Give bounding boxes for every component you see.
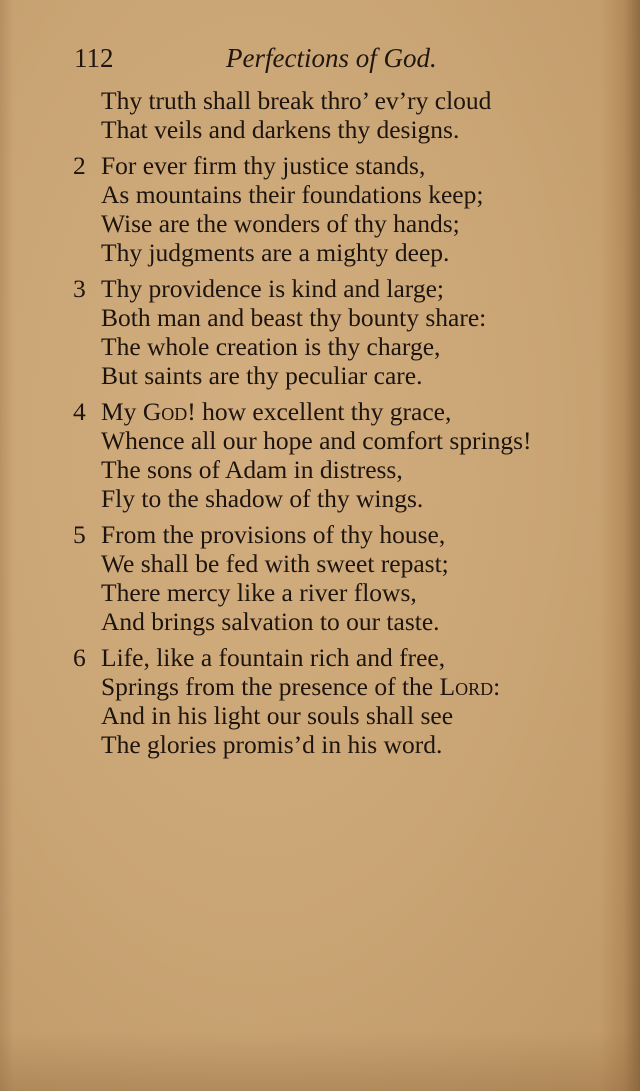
verse-text: ! how excellent thy grace, — [187, 397, 452, 426]
verse-text: : — [493, 672, 501, 701]
page-number: 112 — [74, 43, 114, 73]
verse-line: That veils and darkens thy designs. — [101, 115, 460, 144]
stanza — [68, 520, 628, 636]
small-caps-word: Lord — [439, 672, 494, 701]
stanza — [68, 86, 628, 144]
page-bottom-shadow — [0, 1031, 640, 1091]
verse-line: The sons of Adam in distress, — [101, 455, 403, 484]
running-title: Perfections of God. — [226, 43, 437, 73]
verse-line: As mountains their foundations keep; — [101, 180, 484, 209]
stanza — [68, 397, 628, 513]
verse-line: And brings salvation to our taste. — [101, 607, 440, 636]
verse-line: And in his light our souls shall see — [101, 701, 454, 730]
page-left-shadow — [0, 0, 14, 1091]
stanza — [68, 151, 628, 267]
verse-line: Both man and beast thy bounty share: — [101, 303, 487, 332]
verse-line: The glories promis’d in his word. — [101, 730, 443, 759]
stanza-number: 5 — [73, 520, 86, 549]
verse-line — [68, 672, 628, 701]
verse-line: Thy truth shall break thro’ ev’ry cloud — [101, 86, 492, 115]
verse-line: But saints are thy peculiar care. — [101, 361, 423, 390]
verse-line: From the provisions of thy house, — [101, 520, 446, 549]
verse-line — [68, 397, 628, 426]
stanza-number: 3 — [73, 274, 86, 303]
verse-line: For ever firm thy justice stands, — [101, 151, 426, 180]
page-header — [74, 40, 474, 80]
verse-line: There mercy like a river flows, — [101, 578, 417, 607]
verse-line: The whole creation is thy charge, — [101, 332, 441, 361]
verse-line: Wise are the wonders of thy hands; — [101, 209, 460, 238]
verse-line: Life, like a fountain rich and free, — [101, 643, 446, 672]
verse-line: Fly to the shadow of thy wings. — [101, 484, 424, 513]
stanza — [68, 643, 628, 759]
verse-line: We shall be fed with sweet repast; — [101, 549, 449, 578]
stanza-number: 4 — [73, 397, 86, 426]
hymn-text — [68, 86, 628, 766]
verse-text: Springs from the presence of the — [101, 672, 440, 701]
verse-text: My — [101, 397, 143, 426]
verse-line: Thy providence is kind and large; — [101, 274, 444, 303]
stanza-number: 2 — [73, 151, 86, 180]
small-caps-word: God — [142, 397, 188, 426]
verse-line: Whence all our hope and comfort springs! — [101, 426, 532, 455]
stanza-number: 6 — [73, 643, 86, 672]
verse-line: Thy judgments are a mighty deep. — [101, 238, 450, 267]
stanza — [68, 274, 628, 390]
